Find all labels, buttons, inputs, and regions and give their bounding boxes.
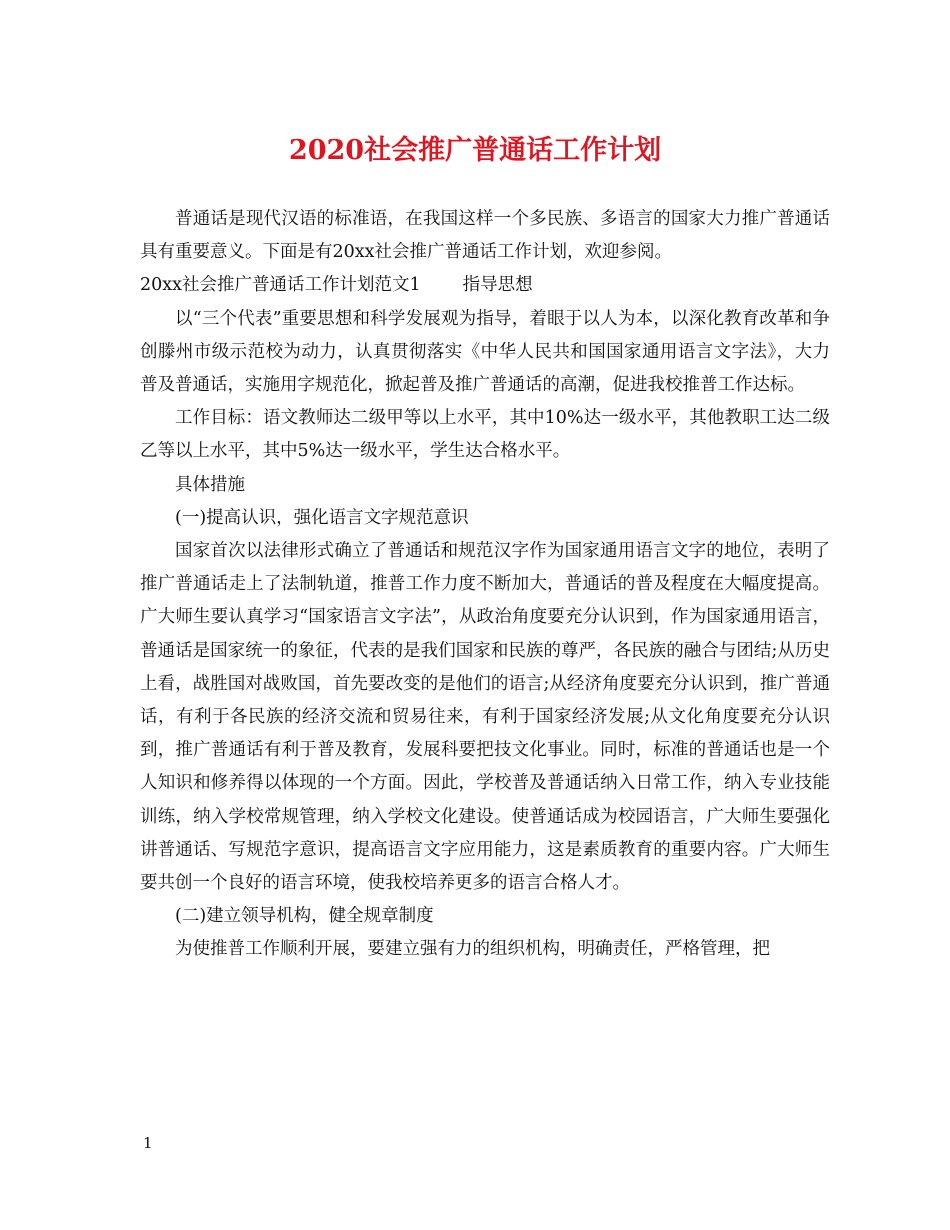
guide-paragraph: 以“三个代表”重要思想和科学发展观为指导，着眼于以人为本，以深化教育改革和争创滕州市级示范校为动力，认真贯彻落实《中华人民共和国国家通用语言文字法》，大力普及普通话，实施用字规范化，掀起普及推广普通话的高潮，促进我校推普工作达标。 [140, 308, 830, 396]
sample-heading: 20xx社会推广普通话工作计划范文1 [140, 275, 421, 296]
sample-heading-line [140, 269, 830, 302]
document-title: 2020社会推广普通话工作计划 [288, 135, 662, 166]
measure1-heading: (一)提高认识，强化语言文字规范意识 [175, 507, 469, 528]
measure1-paragraph: 国家首次以法律形式确立了普通话和规范汉字作为国家通用语言文字的地位，表明了推广普通话走上了法制轨道，推普工作力度不断加大，普通话的普及程度在大幅度提高。广大师生要认真学习“国家语言文字法”，从政治角度要充分认识到，作为国家通用语言，普通话是国家统一的象征，代表的是我们国家和民族的尊严，各民族的融合与团结;从历史上看，战胜国对战败国，首先要改变的是他们的语言;从经济角度要充分认识到，推广普通话，有利于各民族的经济交流和贸易往来，有利于国家经济发展;从文化角度要充分认识到，推广普通话有利于普及教育，发展科要把技文化事业。同时，标准的普通话也是一个人知识和修养得以体现的一个方面。因此，学校普及普通话纳入日常工作，纳入专业技能训练，纳入学校常规管理，纳入学校文化建设。使普通话成为校园语言，广大师生要强化讲普通话、写规范字意识，提高语言文字应用能力，这是素质教育的重要内容。广大师生要共创一个良好的语言环境，使我校培养更多的语言合格人才。 [140, 541, 830, 894]
intro-paragraph: 普通话是现代汉语的标准语，在我国这样一个多民族、多语言的国家大力推广普通话具有重要意义。下面是有20xx社会推广普通话工作计划，欢迎参阅。 [140, 209, 830, 263]
goal-paragraph: 工作目标：语文教师达二级甲等以上水平，其中10%达一级水平，其他教职工达二级乙等以上水平，其中5%达一级水平，学生达合格水平。 [140, 408, 830, 462]
document-body [140, 203, 830, 967]
measure2-heading: (二)建立领导机构，健全规章制度 [175, 906, 434, 927]
guide-heading: 指导思想 [462, 275, 533, 296]
measure2-paragraph: 为使推普工作顺利开展，要建立强有力的组织机构，明确责任，严格管理，把 [175, 939, 770, 960]
measures-heading: 具体措施 [175, 474, 245, 495]
page-number: 1 [143, 1134, 153, 1152]
